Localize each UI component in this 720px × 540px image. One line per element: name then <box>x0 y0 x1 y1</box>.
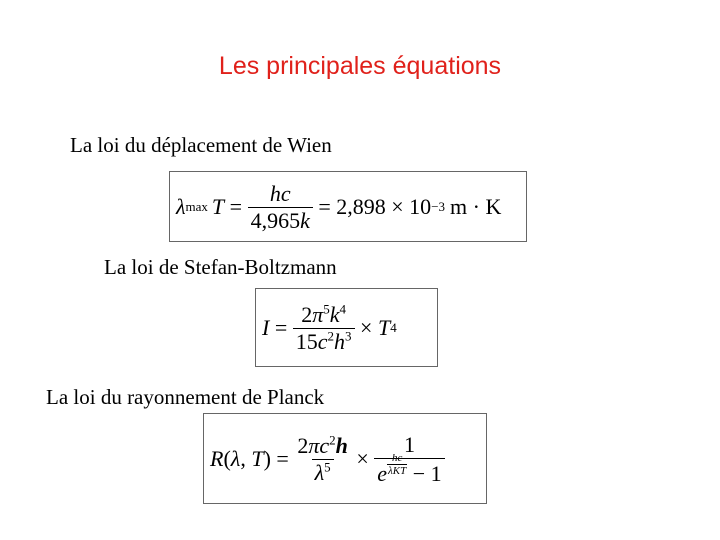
planck-num1-coef: 2 <box>297 432 309 458</box>
planck-num1-pi: π <box>308 432 320 458</box>
wien-numerator: hc <box>269 180 291 206</box>
wien-denominator-k: k <box>300 207 310 233</box>
planck-fraction-2-denominator <box>374 451 444 487</box>
planck-den1-lambda: λ <box>314 459 325 485</box>
planck-args-close: ) <box>263 446 271 471</box>
planck-den1-exp: 5 <box>324 459 331 475</box>
planck-formula <box>210 418 445 500</box>
planck-num1-h: h <box>335 432 348 458</box>
planck-exp-base: e <box>377 460 388 486</box>
stefan-boltzmann-formula-box <box>255 288 438 367</box>
wien-denominator <box>248 207 313 234</box>
planck-fraction-1-numerator <box>294 433 351 459</box>
wien-units: m · K <box>450 194 502 219</box>
planck-args-lambda: λ <box>230 446 241 471</box>
wien-value: = 2,898 × 10 <box>312 194 432 219</box>
planck-exponent-denominator: λKT <box>388 464 407 477</box>
sb-num-pi: π <box>312 301 324 327</box>
wien-lambda: λ <box>176 194 186 219</box>
planck-args-T: T <box>251 446 264 471</box>
planck-fraction-1 <box>294 433 351 486</box>
wien-equals: = <box>224 194 248 219</box>
planck-law-label: La loi du rayonnement de Planck <box>46 385 325 409</box>
wien-denominator-number: 4,965 <box>250 207 301 233</box>
planck-fraction-2 <box>374 432 444 487</box>
sb-den-c-exp: 2 <box>327 328 335 344</box>
planck-fraction-1-denominator <box>312 459 334 486</box>
sb-intensity: I <box>262 315 270 340</box>
planck-fraction-2-numerator: 1 <box>403 431 415 457</box>
slide-title: Les principales équations <box>218 52 502 80</box>
wien-formula-box <box>169 171 527 242</box>
sb-times: × <box>354 315 378 340</box>
sb-den-h: h <box>334 328 346 354</box>
sb-den-coef: 15 <box>295 328 318 354</box>
planck-equals: = <box>270 446 295 471</box>
sb-den-h-exp: 3 <box>345 328 352 344</box>
sb-denominator <box>293 328 355 355</box>
planck-R: R <box>210 446 224 471</box>
sb-fraction <box>293 302 355 355</box>
planck-args-open: ( <box>223 446 231 471</box>
stefan-boltzmann-formula: I = $\frac{2\pi^5k^4}{15c^2h^3}$ × T 4 <box>262 301 397 354</box>
planck-minus-one: − 1 <box>407 460 442 486</box>
sb-num-coef: 2 <box>301 301 313 327</box>
planck-times: × <box>350 446 375 471</box>
sb-num-k: k <box>329 301 340 327</box>
sb-numerator <box>298 302 349 328</box>
wien-temperature: T <box>211 194 225 219</box>
planck-num1-c-exp: 2 <box>329 432 336 448</box>
sb-equals: = <box>269 315 293 340</box>
sb-temperature: T <box>377 315 391 340</box>
stefan-boltzmann-label: La loi de Stefan-Boltzmann <box>104 255 337 279</box>
planck-exponent-numerator: hc <box>391 451 403 464</box>
sb-num-pi-exp: 5 <box>323 301 330 317</box>
wien-law-label: La loi du déplacement de Wien <box>70 133 332 157</box>
planck-exponent-fraction <box>387 452 407 477</box>
wien-fraction <box>248 181 313 234</box>
wien-formula: λ max T = $\frac{hc}{4,965k}$ = 2,898 × 10 −3 m · K <box>176 180 502 233</box>
planck-num1-c: c <box>319 432 330 458</box>
planck-formula-box <box>203 413 487 504</box>
planck-args-sep: , <box>240 446 252 471</box>
sb-num-k-exp: 4 <box>339 301 347 317</box>
sb-den-c: c <box>317 328 328 354</box>
